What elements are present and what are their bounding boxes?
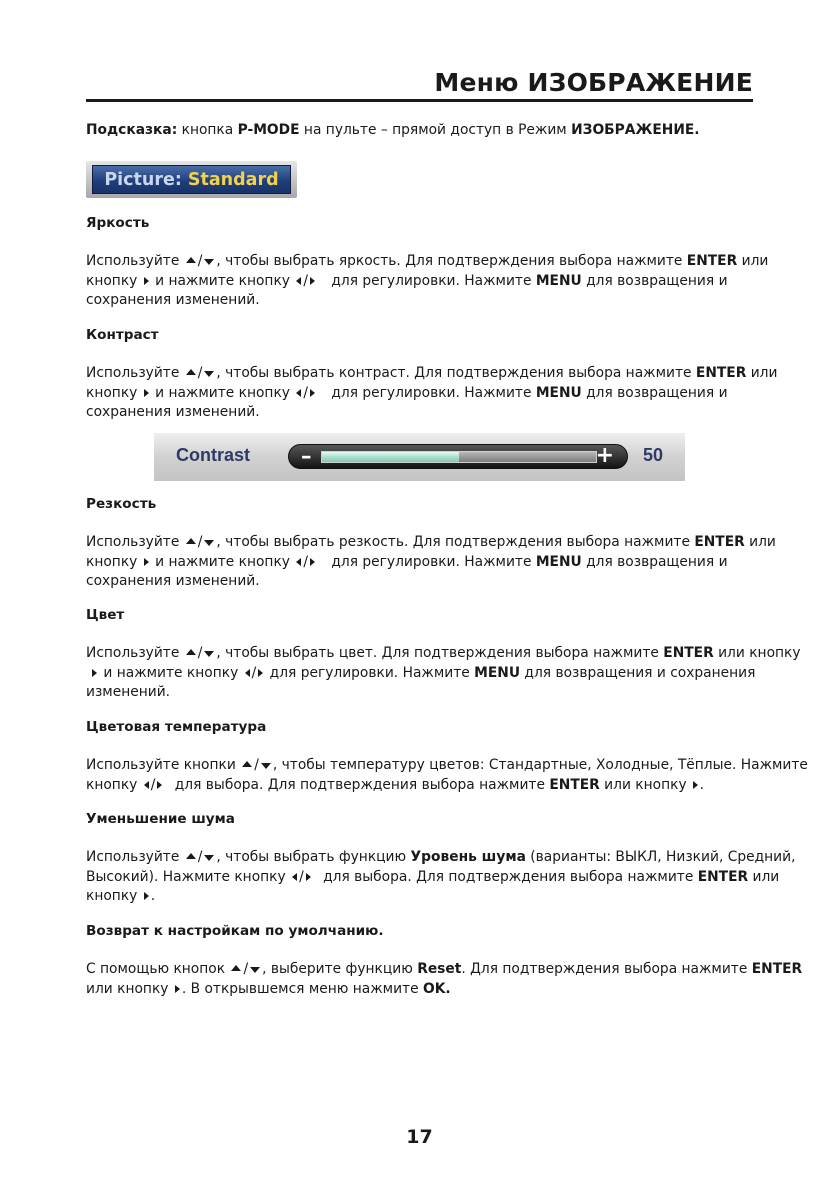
right-arrow-icon xyxy=(144,558,149,566)
section-body-contrast: Используйте / , чтобы выбрать контраст. Для подтверждения выбора нажмите ENTER или кнопку и нажмите кнопку / для регулировки. Нажмите MENU для возвращения и сохранения изменений. xyxy=(86,365,778,420)
down-arrow-icon xyxy=(204,855,214,861)
left-arrow-icon xyxy=(292,873,297,881)
section-body-reset: С помощью кнопок / , выберите функцию Reset. Для подтверждения выбора нажмите ENTER или кнопку . В открывшемся меню нажмите OK. xyxy=(86,961,803,997)
page-title: Меню ИЗОБРАЖЕНИЕ xyxy=(434,68,753,97)
right-arrow-icon xyxy=(92,669,97,677)
right-arrow-icon xyxy=(693,781,698,789)
down-arrow-icon xyxy=(204,651,214,657)
slider-groove xyxy=(321,451,597,463)
up-arrow-icon xyxy=(186,369,196,375)
right-arrow-icon xyxy=(310,277,315,285)
left-arrow-icon xyxy=(296,558,301,566)
right-arrow-icon xyxy=(310,558,315,566)
down-arrow-icon xyxy=(250,967,260,973)
contrast-slider[interactable] xyxy=(288,444,628,469)
left-arrow-icon xyxy=(296,277,301,285)
left-arrow-icon xyxy=(144,781,149,789)
page-number: 17 xyxy=(406,1126,433,1148)
up-arrow-icon xyxy=(242,761,252,767)
up-arrow-icon xyxy=(186,649,196,655)
down-arrow-icon xyxy=(204,259,214,265)
right-arrow-icon xyxy=(144,389,149,397)
right-arrow-icon xyxy=(144,892,149,900)
picture-mode-badge xyxy=(86,161,297,198)
up-arrow-icon xyxy=(186,257,196,263)
right-arrow-icon xyxy=(306,873,311,881)
contrast-slider-widget xyxy=(154,433,685,481)
section-body-noise-reduction: Используйте / , чтобы выбрать функцию Уровень шума (варианты: ВЫКЛ, Низкий, Средний, Высокий). Нажмите кнопку / для выбора. Для подтверждения выбора нажмите ENTER или кнопку . xyxy=(86,849,796,904)
section-heading-noise-reduction: Уменьшение шума xyxy=(86,811,235,827)
hint-line: Подсказка: кнопка P-MODE на пульте – прямой доступ в Режим ИЗОБРАЖЕНИЕ. xyxy=(86,122,700,138)
picture-mode-value: Standard xyxy=(187,169,279,190)
section-heading-sharpness: Резкость xyxy=(86,496,157,512)
section-body-color: Используйте / , чтобы выбрать цвет. Для подтверждения выбора нажмите ENTER или кнопку и нажмите кнопку / для регулировки. Нажмите MENU для возвращения и сохранения изменений. xyxy=(86,645,801,700)
picture-mode-label: Picture: xyxy=(104,169,182,190)
section-heading-color-temperature: Цветовая температура xyxy=(86,719,267,735)
left-arrow-icon xyxy=(296,389,301,397)
title-divider xyxy=(86,99,753,102)
minus-icon[interactable]: – xyxy=(301,444,312,468)
section-body-brightness: Используйте / , чтобы выбрать яркость. Для подтверждения выбора нажмите ENTER или кнопку и нажмите кнопку / для регулировки. Нажмите MENU для возвращения и сохранения изменений. xyxy=(86,253,769,308)
up-arrow-icon xyxy=(186,853,196,859)
plus-icon[interactable]: + xyxy=(595,443,614,468)
left-arrow-icon xyxy=(245,669,250,677)
slider-fill xyxy=(322,452,459,462)
hint-label: Подсказка: xyxy=(86,122,178,138)
down-arrow-icon xyxy=(204,540,214,546)
contrast-value: 50 xyxy=(643,445,664,465)
contrast-label: Contrast xyxy=(176,445,251,465)
up-arrow-icon xyxy=(231,965,241,971)
section-body-color-temperature: Используйте кнопки / , чтобы температуру цветов: Стандартные, Холодные, Тёплые. Нажмите кнопку / для выбора. Для подтверждения выбора нажмите ENTER или кнопку . xyxy=(86,757,808,793)
up-arrow-icon xyxy=(186,538,196,544)
section-heading-reset: Возврат к настройкам по умолчанию. xyxy=(86,923,384,939)
section-heading-brightness: Яркость xyxy=(86,215,150,231)
down-arrow-icon xyxy=(261,763,271,769)
section-heading-contrast: Контраст xyxy=(86,327,159,343)
picture-mode-display xyxy=(92,165,291,194)
right-arrow-icon xyxy=(310,389,315,397)
right-arrow-icon xyxy=(144,277,149,285)
right-arrow-icon xyxy=(175,985,180,993)
p-mode-key: P-MODE xyxy=(237,122,300,138)
right-arrow-icon xyxy=(157,781,162,789)
right-arrow-icon xyxy=(258,669,263,677)
section-body-sharpness: Используйте / , чтобы выбрать резкость. Для подтверждения выбора нажмите ENTER или кнопку и нажмите кнопку / для регулировки. Нажмите MENU для возвращения и сохранения изменений. xyxy=(86,534,776,589)
down-arrow-icon xyxy=(204,371,214,377)
picture-mode-name: ИЗОБРАЖЕНИЕ. xyxy=(571,122,700,138)
section-heading-color: Цвет xyxy=(86,607,125,623)
